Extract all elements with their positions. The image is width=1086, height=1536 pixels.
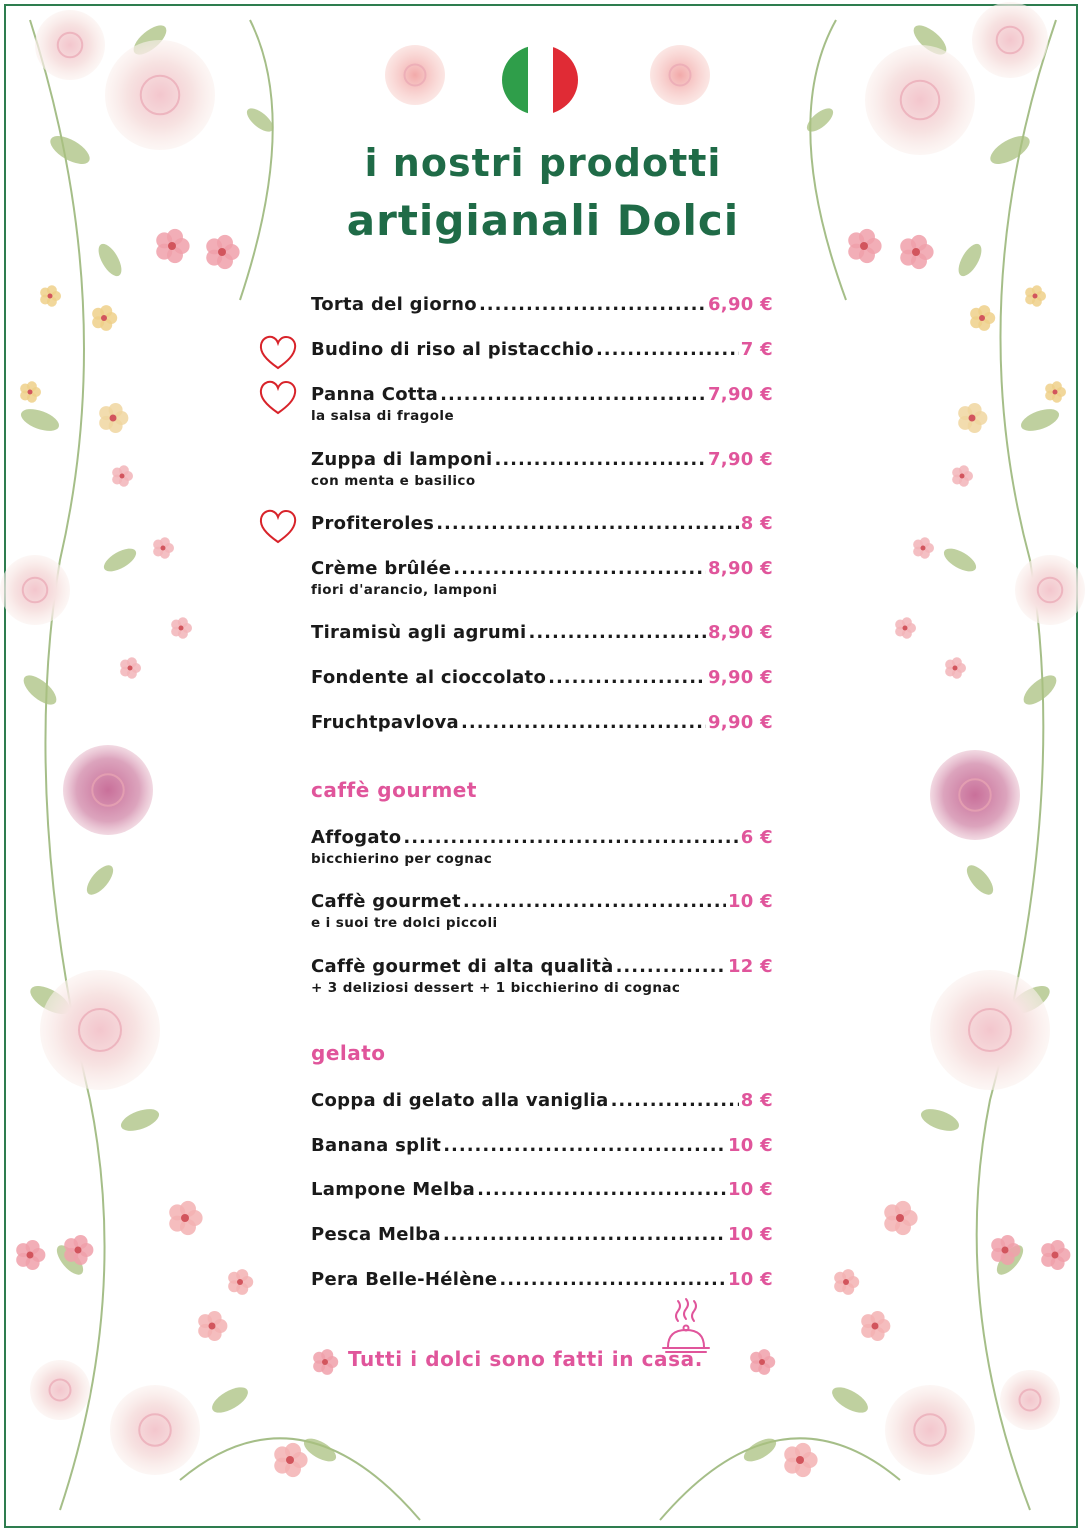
dot-leader (528, 622, 706, 643)
dot-leader (461, 712, 706, 733)
menu-item-name: Fruchtpavlova (311, 712, 460, 733)
menu-item-name: Torta del giorno (311, 294, 477, 315)
dot-leader (616, 956, 726, 977)
menu-item-price: 10 € (727, 1224, 773, 1245)
menu-item-name: Zuppa di lamponi (311, 449, 493, 470)
heart-outline-icon (257, 378, 299, 418)
menu-item-price: 10 € (727, 1269, 773, 1290)
menu-item-name: Caffè gourmet (311, 891, 461, 912)
menu-item-row (311, 956, 773, 982)
dot-leader (443, 1224, 726, 1245)
dot-leader (494, 449, 706, 470)
menu-item-price: 6,90 € (707, 294, 773, 315)
menu-item (311, 558, 773, 598)
italian-flag-icon (501, 44, 579, 116)
menu-item-description: fiori d'arancio, lamponi (311, 582, 498, 598)
menu-item (311, 294, 773, 320)
dot-leader (499, 1269, 726, 1290)
menu-item-row (311, 667, 773, 693)
dot-leader (596, 339, 739, 360)
menu-item-name: Banana split (311, 1135, 442, 1156)
menu-item-row (311, 513, 773, 539)
coffee-section-title: caffè gourmet (311, 778, 477, 802)
menu-item-price: 9,90 € (707, 667, 773, 688)
menu-item-name: Pesca Melba (311, 1224, 441, 1245)
dot-leader (548, 667, 706, 688)
menu-item-row (311, 1090, 773, 1116)
menu-item (311, 1135, 773, 1161)
menu-item (311, 956, 773, 996)
menu-item-description: e i suoi tre dolci piccoli (311, 915, 498, 931)
dot-leader (440, 384, 706, 405)
menu-item-price: 9,90 € (707, 712, 773, 733)
menu-item-row (311, 449, 773, 475)
menu-item (311, 891, 773, 931)
menu-item-row (311, 558, 773, 584)
menu-item-row (311, 1179, 773, 1205)
dot-leader (611, 1090, 739, 1111)
menu-item-name: Pera Belle-Hélène (311, 1269, 498, 1290)
menu-item-price: 10 € (727, 1179, 773, 1200)
menu-item-name: Panna Cotta (311, 384, 439, 405)
dot-leader (443, 1135, 726, 1156)
menu-item-price: 12 € (727, 956, 773, 977)
menu-item-row (311, 891, 773, 917)
menu-item-name: Affogato (311, 827, 402, 848)
dot-leader (453, 558, 706, 579)
dot-leader (403, 827, 738, 848)
menu-item-price: 7,90 € (707, 449, 773, 470)
menu-item-price: 10 € (727, 1135, 773, 1156)
menu-item-row (311, 384, 773, 410)
menu-item (311, 339, 773, 365)
menu-item (311, 1269, 773, 1295)
menu-item-row (311, 1224, 773, 1250)
menu-item-name: Caffè gourmet di alta qualità (311, 956, 614, 977)
menu-item-price: 8,90 € (707, 622, 773, 643)
dot-leader (479, 294, 706, 315)
menu-item-row (311, 827, 773, 853)
menu-item-row (311, 712, 773, 738)
menu-item-name: Profiteroles (311, 513, 435, 534)
dot-leader (436, 513, 739, 534)
title-line-2: artigianali Dolci (346, 196, 740, 245)
menu-item-row (311, 622, 773, 648)
menu-item-description: bicchierino per cognac (311, 851, 493, 867)
menu-item (311, 622, 773, 648)
menu-item (311, 449, 773, 489)
menu-item-name: Tiramisù agli agrumi (311, 622, 527, 643)
menu-item (311, 712, 773, 738)
menu-item-name: Coppa di gelato alla vaniglia (311, 1090, 609, 1111)
menu-item (311, 1179, 773, 1205)
menu-item (311, 1090, 773, 1116)
menu-item (311, 827, 773, 867)
title-line-1: i nostri prodotti (364, 141, 722, 185)
menu-item-name: Fondente al cioccolato (311, 667, 547, 688)
menu-item-name: Budino di riso al pistacchio (311, 339, 594, 360)
menu-item-name: Crème brûlée (311, 558, 452, 579)
gelato-section-title: gelato (311, 1041, 386, 1065)
menu-item (311, 513, 773, 539)
menu-item-description: + 3 deliziosi dessert + 1 bicchierino di cognac (311, 980, 681, 996)
menu-item-price: 8 € (740, 513, 773, 534)
menu-item-price: 7,90 € (707, 384, 773, 405)
menu-item-price: 7 € (740, 339, 773, 360)
heart-outline-icon (257, 333, 299, 373)
dot-leader (477, 1179, 726, 1200)
menu-item-description: la salsa di fragole (311, 408, 455, 424)
footer-note: Tutti i dolci sono fatti in casa. (348, 1347, 703, 1371)
menu-item (311, 384, 773, 424)
dot-leader (463, 891, 726, 912)
heart-outline-icon (257, 507, 299, 547)
menu-item-price: 8 € (740, 1090, 773, 1111)
menu-item-price: 6 € (740, 827, 773, 848)
menu-item-row (311, 1135, 773, 1161)
menu-item (311, 1224, 773, 1250)
menu-item-row (311, 294, 773, 320)
menu-item-price: 10 € (727, 891, 773, 912)
menu-item-description: con menta e basilico (311, 473, 476, 489)
menu-item-row (311, 1269, 773, 1295)
menu-item (311, 667, 773, 693)
menu-item-price: 8,90 € (707, 558, 773, 579)
menu-item-name: Lampone Melba (311, 1179, 476, 1200)
menu-item-row (311, 339, 773, 365)
